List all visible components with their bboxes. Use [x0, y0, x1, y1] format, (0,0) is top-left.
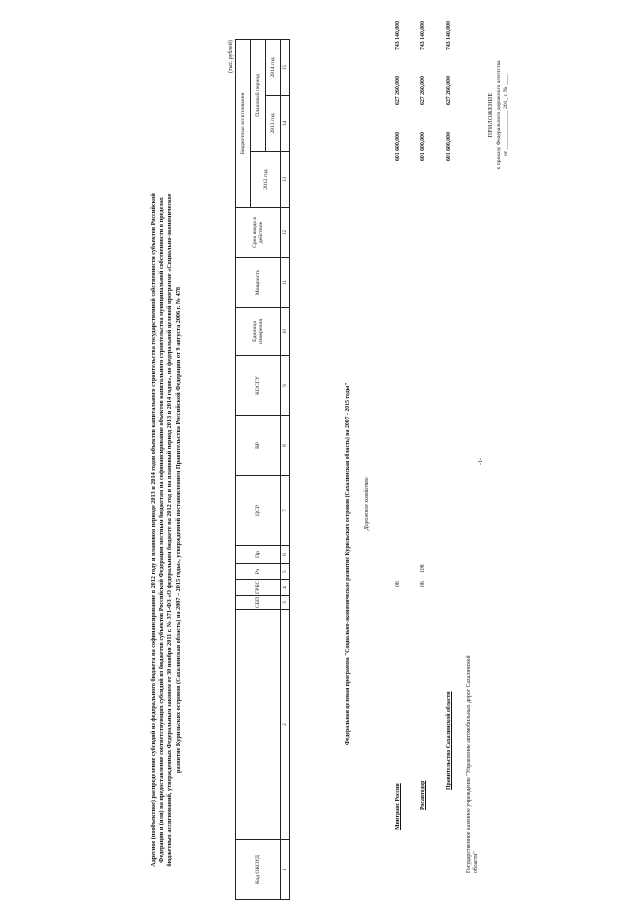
row-grbs: 06	[420, 581, 426, 587]
col-number: 1	[281, 840, 290, 900]
row-label-mintrans: Минтранс России	[395, 783, 401, 830]
header-sbp: СБП	[236, 596, 281, 610]
page-number: -1-	[478, 458, 484, 465]
col-number: 15	[281, 40, 290, 96]
col-number: 10	[281, 308, 290, 356]
header-okoud: Код ОКОУД	[236, 840, 281, 900]
unit-label: (тыс. рублей)	[228, 40, 234, 73]
header-name	[236, 610, 281, 840]
header-2013: 2013 год	[266, 96, 281, 152]
allocation-table	[235, 39, 290, 900]
appendix-line-2: от ______________ 201_ г. № ____	[503, 73, 509, 157]
header-unit: Единица измерения	[236, 308, 281, 356]
row-value-2012: 601 600,000	[420, 132, 426, 161]
row-value-2013: 627 260,000	[446, 76, 452, 105]
row-code: 108	[420, 564, 426, 573]
row-label-sakhalin-government: Правительство Сахалинской области	[446, 691, 452, 790]
col-number: 13	[281, 152, 290, 208]
appendix-block	[488, 25, 511, 205]
col-number: 9	[281, 356, 290, 416]
col-number: 8	[281, 416, 290, 476]
header-kosgu: КОСГУ	[236, 356, 281, 416]
row-value-2012: 601 600,000	[446, 132, 452, 161]
row-value-2013: 627 260,000	[420, 76, 426, 105]
document-title: Адресное (пообъектное) распределение субсидий из федерального бюджета на софинансирование в 2012 году и плановом периоде 2013 и 2014 годов объектов капитального строительства государственной собственности субъектов Российской Федерации и (или) на предоставление соответствующих субсидий из бюджетов субъектов Российской Федерации местным бюджетам на софинансирование объектов капитального строительства муниципальной собственности в пределах бюджетных ассигнований, утвержденных Федеральным законом от 30 ноября 2011 г. № 371-ФЗ «О федеральном бюджете на 2012 год и на плановый период 2013 и 2014 годов», по федеральной целевой программе «Социально-экономическое развитие Курильских островов (Сахалинская область) на 2007 – 2015 годы», утвержденной постановлением Правительства Российской Федерации от 9 августа 2006 г. № 478	[150, 193, 182, 867]
header-budget: Бюджетные ассигнования	[236, 40, 251, 208]
col-number: 3	[281, 596, 290, 610]
header-commission: Срок ввода в действие	[236, 208, 281, 258]
header-rz: Рз	[236, 564, 281, 580]
header-2014: 2014 год	[266, 40, 281, 96]
header-grbs: ГРБС	[236, 580, 281, 596]
program-title: Федеральная целевая программа "Социально-экономическое развитие Курильских островов (Сахалинская область) на 2007 - 2015 годы"	[345, 382, 351, 745]
row-value-2013: 627 260,000	[395, 76, 401, 105]
header-capacity: Мощность	[236, 258, 281, 308]
header-plan: Плановый период	[251, 40, 266, 152]
appendix-line-1: к приказу Федерального дорожного агентства	[495, 60, 502, 170]
col-number: 7	[281, 476, 290, 546]
row-label-gku-roads: Государственное казенное учреждение "Управление автомобильных дорог Сахалинской области"	[466, 655, 479, 873]
section-title: Дорожное хозяйство	[364, 477, 370, 530]
col-number: 6	[281, 546, 290, 564]
row-label-rosavtodor: Росавтодор	[420, 780, 426, 810]
row-value-2014: 743 140,000	[395, 21, 401, 50]
row-value-2012: 601 600,000	[395, 132, 401, 161]
header-vr: ВР	[236, 416, 281, 476]
col-number: 4	[281, 580, 290, 596]
col-number: 14	[281, 96, 290, 152]
col-number: 12	[281, 208, 290, 258]
col-number: 5	[281, 564, 290, 580]
col-number: 11	[281, 258, 290, 308]
header-2012: 2012 год	[251, 152, 281, 208]
row-value-2014: 743 140,000	[420, 21, 426, 50]
header-pr: Пр	[236, 546, 281, 564]
col-number: 2	[281, 610, 290, 840]
row-grbs: 06	[395, 581, 401, 587]
appendix-title: ПРИЛОЖЕНИЕ	[488, 92, 494, 138]
header-csr: ЦСР	[236, 476, 281, 546]
row-value-2014: 743 140,000	[446, 21, 452, 50]
